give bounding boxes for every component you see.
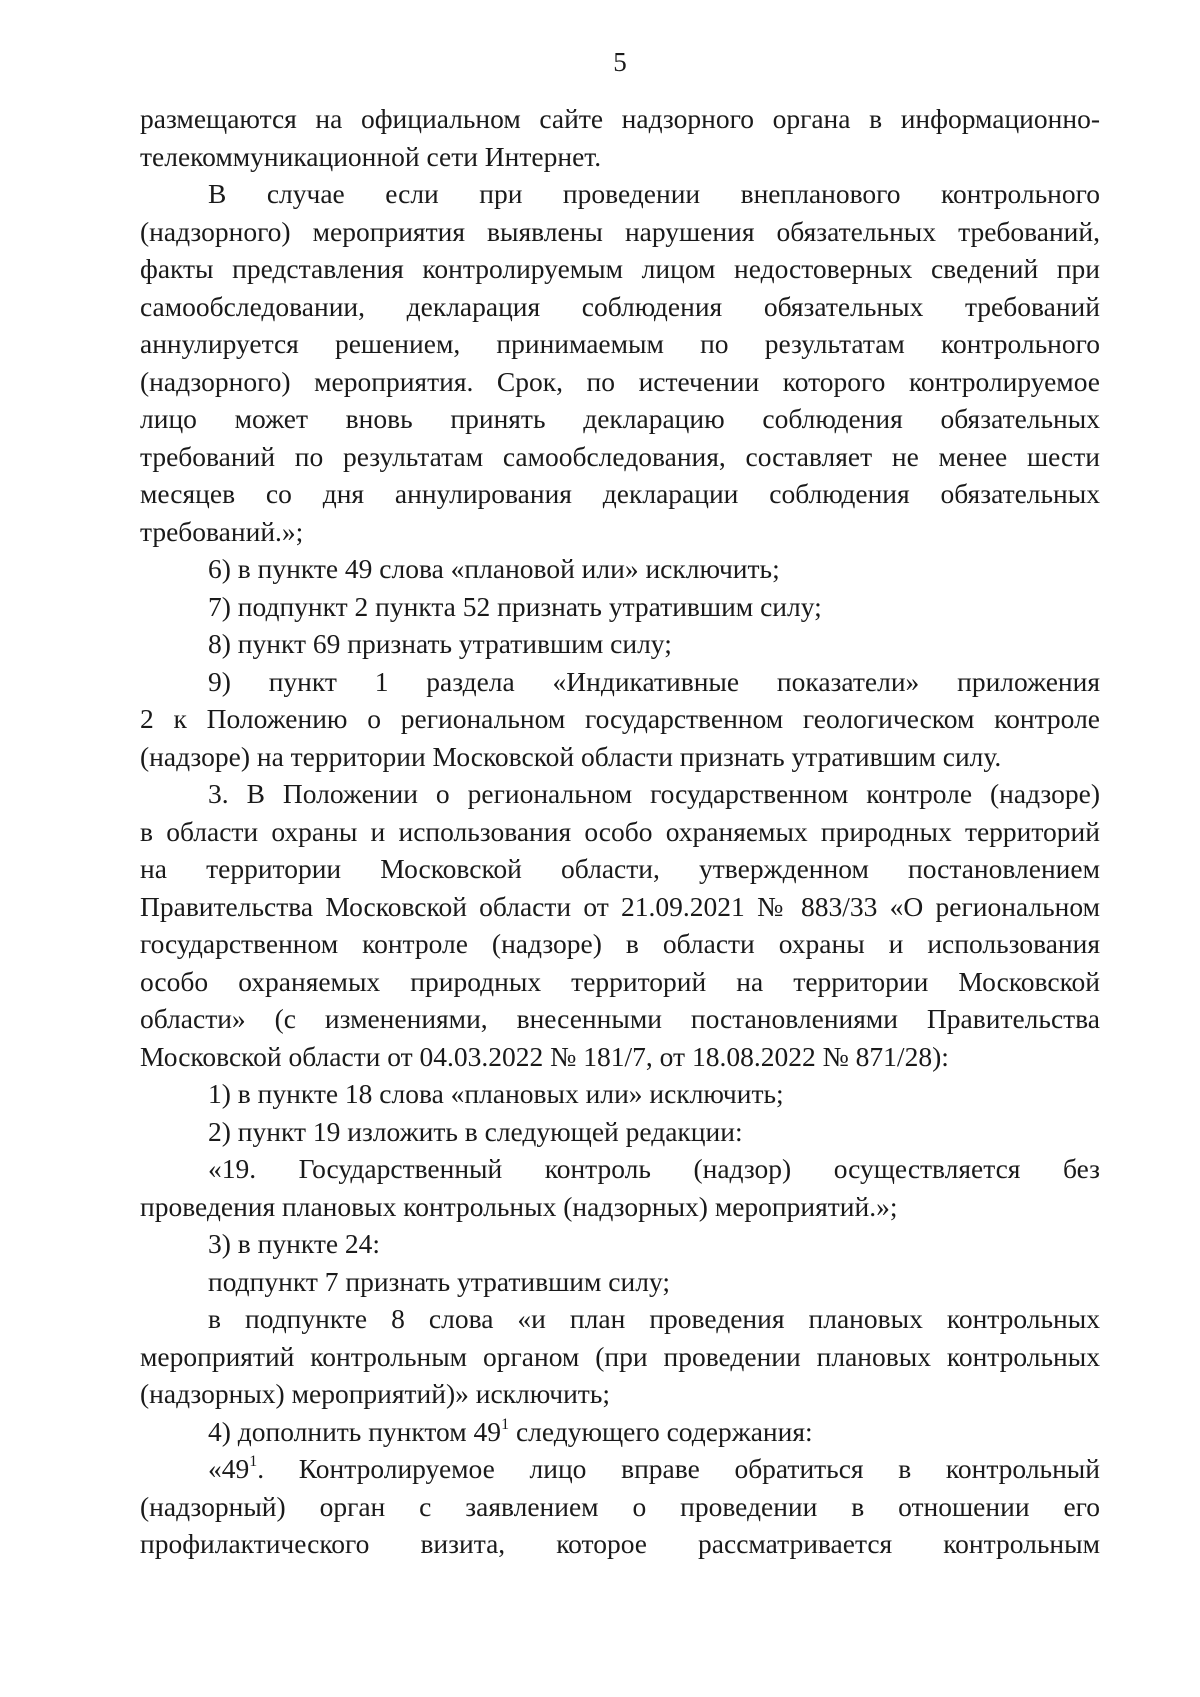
text-line: 2 к Положению о региональном государственном геологическом контроле xyxy=(140,703,1100,734)
text-line: В случае если при проведении внепланового контрольного xyxy=(208,178,1100,209)
text-line-part: . Контролируемое лицо вправе обратиться в контрольный xyxy=(257,1453,1100,1484)
text-line-part: «49 xyxy=(208,1453,250,1484)
body-text xyxy=(140,100,1100,1563)
text-line: (надзорного) мероприятия выявлены нарушения обязательных требований, xyxy=(140,215,1100,247)
text-line: размещаются на официальном сайте надзорного органа в информационно- xyxy=(140,103,1100,134)
page-number: 5 xyxy=(613,47,627,77)
text-line: 3. В Положении о региональном государственном контроле (надзоре) xyxy=(208,778,1100,809)
text-line xyxy=(140,1450,1100,1488)
text-line: Правительства Московской области от 21.09.2021 № 883/33 «О региональном xyxy=(140,890,1100,922)
text-line: проведения плановых контрольных (надзорных) мероприятий.»; xyxy=(140,1190,898,1222)
text-line: месяцев со дня аннулирования декларации соблюдения обязательных xyxy=(140,478,1100,509)
text-line: 2) пункт 19 изложить в следующей редакции: xyxy=(208,1115,743,1147)
text-line: «19. Государственный контроль (надзор) осуществляется без xyxy=(208,1153,1100,1184)
text-line: (надзорного) мероприятия. Срок, по истечении которого контролируемое xyxy=(140,365,1100,397)
superscript-index: 1 xyxy=(501,1415,510,1433)
text-line: подпункт 7 признать утратившим силу; xyxy=(208,1265,670,1297)
text-line: 1) в пункте 18 слова «плановых или» исключить; xyxy=(208,1078,784,1109)
text-line: особо охраняемых природных территорий на территории Московской xyxy=(140,965,1100,997)
text-line: мероприятий контрольным органом (при проведении плановых контрольных xyxy=(140,1340,1100,1372)
text-line: (надзоре) на территории Московской области признать утратившим силу. xyxy=(140,740,1002,772)
superscript-index: 1 xyxy=(249,1453,258,1470)
text-line: 8) пункт 69 признать утратившим силу; xyxy=(208,628,672,659)
text-line: профилактического визита, которое рассматривается контрольным xyxy=(140,1528,1100,1559)
text-line: государственном контроле (надзоре) в области охраны и использования xyxy=(140,928,1100,959)
text-line: 3) в пункте 24: xyxy=(208,1228,381,1259)
text-line: 9) пункт 1 раздела «Индикативные показатели» приложения xyxy=(208,665,1100,697)
text-line: 6) в пункте 49 слова «плановой или» исключить; xyxy=(208,553,780,584)
text-line: 7) подпункт 2 пункта 52 признать утратившим силу; xyxy=(208,590,822,622)
text-line: области» (с изменениями, внесенными постановлениями Правительства xyxy=(140,1003,1100,1034)
text-line: в области охраны и использования особо охраняемых природных территорий xyxy=(140,815,1100,847)
text-line: лицо может вновь принять декларацию соблюдения обязательных xyxy=(140,403,1100,434)
text-line: самообследовании, декларация соблюдения обязательных требований xyxy=(140,290,1100,322)
text-line: на территории Московской области, утвержденном постановлением xyxy=(140,853,1100,884)
text-line xyxy=(140,1413,1100,1451)
text-line: факты представления контролируемым лицом недостоверных сведений при xyxy=(140,253,1100,284)
text-line-part: следующего содержания: xyxy=(509,1415,813,1447)
text-line: (надзорных) мероприятий)» исключить; xyxy=(140,1378,611,1409)
text-line: требований по результатам самообследования, составляет не менее шести xyxy=(140,440,1100,472)
text-line: в подпункте 8 слова «и план проведения плановых контрольных xyxy=(208,1303,1100,1334)
text-line: Московской области от 04.03.2022 № 181/7, от 18.08.2022 № 871/28): xyxy=(140,1040,949,1072)
text-line: аннулируется решением, принимаемым по результатам контрольного xyxy=(140,328,1100,359)
text-line: телекоммуникационной сети Интернет. xyxy=(140,140,602,172)
text-line-part: 4) дополнить пунктом 49 xyxy=(208,1415,502,1447)
text-line: (надзорный) орган с заявлением о проведении в отношении его xyxy=(140,1490,1100,1522)
text-line: требований.»; xyxy=(140,515,304,547)
